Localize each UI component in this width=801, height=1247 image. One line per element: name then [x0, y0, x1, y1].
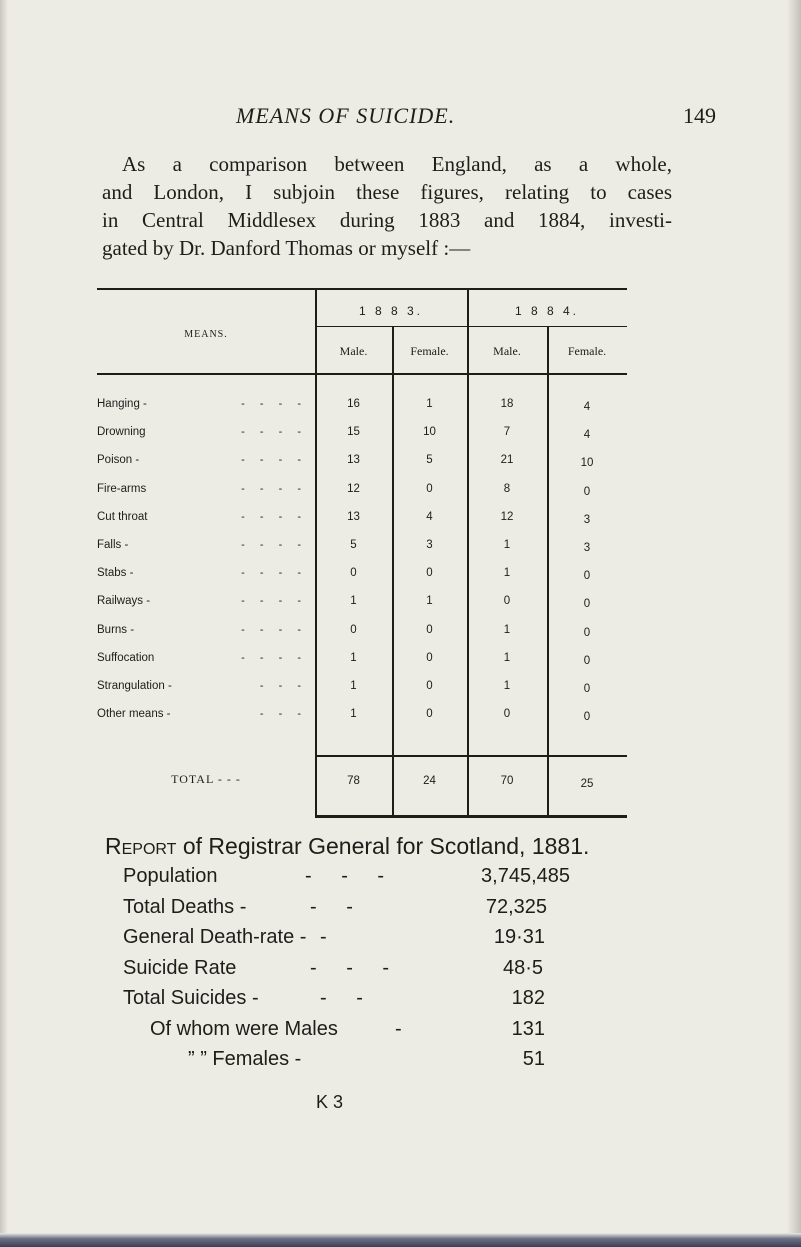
row-value: 13 [347, 454, 360, 467]
row-value: 16 [347, 398, 360, 410]
stat-value: 131 [511, 1017, 545, 1040]
row-leader-dashes: - - - [259, 708, 307, 721]
total-label: TOTAL - - - [171, 772, 241, 786]
stat-row [105, 865, 625, 893]
row-leader-dashes: - - - - [241, 651, 307, 664]
row-leader-dashes: - - - [259, 680, 307, 692]
year-underline [315, 326, 627, 327]
row-value: 0 [426, 567, 433, 580]
row-value: 1 [503, 680, 511, 692]
row-label: Drowning [97, 426, 146, 439]
subheader-female-1884: Female. [567, 344, 607, 358]
row-value: 0 [583, 683, 591, 695]
stat-leader-dashes: - - [320, 987, 375, 1009]
intro-line: in Central Middlesex during 1883 and 1884, investi- [102, 208, 672, 232]
subheader-female-1883: Female. [410, 344, 449, 358]
row-label: Hanging - [97, 398, 147, 410]
scan-bottom-edge [0, 1233, 801, 1247]
table-row [97, 483, 627, 505]
row-leader-dashes: - - - - [241, 595, 307, 608]
page-edge-right [787, 0, 801, 1247]
row-value: 0 [583, 570, 591, 583]
row-leader-dashes: - - - - [241, 510, 307, 523]
total-female-1884: 25 [580, 778, 594, 790]
table-row [97, 454, 627, 476]
row-value: 0 [583, 711, 591, 724]
means-header: MEANS. [184, 329, 228, 340]
table-row [97, 511, 627, 533]
row-value: 3 [583, 513, 591, 526]
stat-value: 51 [522, 1048, 545, 1070]
total-female-1883: 24 [423, 775, 436, 787]
intro-line: gated by Dr. Danford Thomas or myself :— [102, 236, 471, 260]
means-of-suicide-table [97, 288, 627, 820]
report-title [105, 833, 589, 860]
page-edge-left [0, 0, 8, 1247]
stat-value: 48·5 [502, 956, 543, 979]
stat-leader-dashes: - - - [310, 956, 402, 979]
stat-row [105, 1018, 625, 1046]
report-title-rest: of Registrar General for Scotland, 1881. [176, 833, 590, 859]
stat-value: 72,325 [485, 895, 547, 918]
total-male-1883: 78 [347, 775, 360, 787]
table-row [97, 426, 627, 448]
table-bottom-rule [315, 815, 627, 818]
row-leader-dashes: - - - - [241, 426, 307, 439]
row-label: Falls - [97, 539, 129, 551]
intro-paragraph [102, 150, 672, 262]
row-value: 7 [503, 426, 511, 439]
row-value: 10 [423, 426, 436, 439]
year-header-1884: 1 8 8 4. [514, 304, 580, 318]
table-row [97, 595, 627, 617]
row-label: Stabs - [97, 567, 134, 580]
row-value: 1 [426, 595, 433, 608]
stat-label: General Death-rate - [123, 926, 307, 948]
signature-mark: K 3 [316, 1092, 344, 1112]
row-value: 1 [503, 567, 511, 580]
row-value: 4 [583, 401, 591, 413]
row-label: Fire-arms [97, 482, 147, 495]
stat-value: 19·31 [493, 926, 545, 948]
row-value: 1 [350, 708, 357, 721]
row-value: 1 [503, 539, 511, 551]
stat-label: Of whom were Males [150, 1017, 338, 1040]
intro-line: and London, I subjoin these figures, relating to cases [102, 180, 672, 204]
total-male-1884: 70 [500, 775, 514, 787]
stat-row [105, 957, 625, 985]
row-value: 0 [583, 626, 591, 639]
table-row [97, 539, 627, 561]
table-row [97, 567, 627, 589]
row-leader-dashes: - - - - [241, 623, 307, 636]
row-value: 10 [580, 457, 594, 470]
table-top-rule [97, 288, 627, 290]
row-leader-dashes: - - - - [241, 398, 307, 410]
row-value: 4 [583, 429, 591, 442]
row-leader-dashes: - - - - [241, 482, 307, 495]
row-value: 1 [350, 651, 357, 664]
total-rule [315, 755, 627, 757]
intro-line: As a comparison between England, as a whole, [122, 152, 672, 176]
row-label: Other means - [97, 708, 171, 721]
table-row [97, 680, 627, 702]
row-value: 0 [503, 595, 511, 608]
row-value: 0 [426, 680, 433, 692]
stat-label: Total Deaths - [123, 895, 247, 918]
row-value: 1 [426, 398, 433, 410]
row-value: 0 [583, 598, 591, 611]
row-value: 1 [503, 623, 511, 636]
row-value: 0 [503, 708, 511, 721]
row-value: 13 [347, 510, 360, 523]
stat-row [105, 926, 625, 954]
stat-label: ” ” Females - [188, 1048, 302, 1070]
year-header-1883: 1 8 8 3. [358, 304, 424, 318]
row-value: 0 [426, 651, 433, 664]
row-label: Poison - [97, 454, 140, 467]
row-value: 21 [500, 454, 514, 467]
stat-label: Population [123, 865, 218, 887]
row-value: 0 [426, 482, 433, 495]
stat-label: Suicide Rate [123, 956, 237, 979]
report-title-prefix: Report [105, 833, 177, 859]
row-value: 12 [500, 510, 514, 523]
page-header [0, 103, 801, 143]
row-value: 12 [347, 482, 360, 495]
table-row [97, 708, 627, 730]
running-title: MEANS OF SUICIDE. [236, 103, 456, 128]
row-leader-dashes: - - - - [241, 454, 307, 467]
row-label: Cut throat [97, 510, 148, 523]
row-label: Railways - [97, 595, 151, 608]
row-leader-dashes: - - - - [241, 567, 307, 580]
row-value: 4 [426, 510, 433, 523]
row-value: 1 [350, 680, 357, 692]
row-value: 15 [347, 426, 360, 439]
stat-row [105, 896, 625, 924]
row-value: 1 [350, 595, 357, 608]
row-label: Burns - [97, 623, 135, 636]
row-leader-dashes: - - - - [241, 539, 307, 551]
page-number: 149 [683, 103, 716, 128]
stat-leader-dashes: - - - [305, 865, 397, 887]
row-value: 8 [503, 482, 511, 495]
row-value: 0 [350, 567, 357, 580]
stat-row [105, 1048, 625, 1076]
row-value: 0 [350, 623, 357, 636]
row-value: 3 [583, 542, 591, 554]
row-value: 0 [583, 485, 591, 498]
stat-value: 3,745,485 [481, 865, 570, 887]
row-label: Strangulation - [97, 680, 172, 692]
row-value: 0 [426, 623, 433, 636]
table-row [97, 624, 627, 646]
stat-leader-dashes: - [320, 926, 339, 948]
row-value: 1 [503, 651, 511, 664]
row-label: Suffocation [97, 651, 155, 664]
stat-leader-dashes: - [395, 1017, 414, 1040]
subheader-male-1884: Male. [493, 344, 521, 358]
stat-value: 182 [511, 987, 545, 1009]
stat-row [105, 987, 625, 1015]
row-value: 3 [426, 539, 433, 551]
stat-leader-dashes: - - [310, 895, 365, 918]
subheader-male-1883: Male. [339, 344, 368, 358]
stat-label: Total Suicides - [123, 987, 259, 1009]
row-value: 5 [426, 454, 433, 467]
row-value: 5 [350, 539, 357, 551]
row-value: 0 [583, 654, 591, 667]
table-row [97, 652, 627, 674]
row-value: 0 [426, 708, 433, 721]
row-value: 18 [500, 398, 514, 410]
table-row [97, 398, 627, 420]
